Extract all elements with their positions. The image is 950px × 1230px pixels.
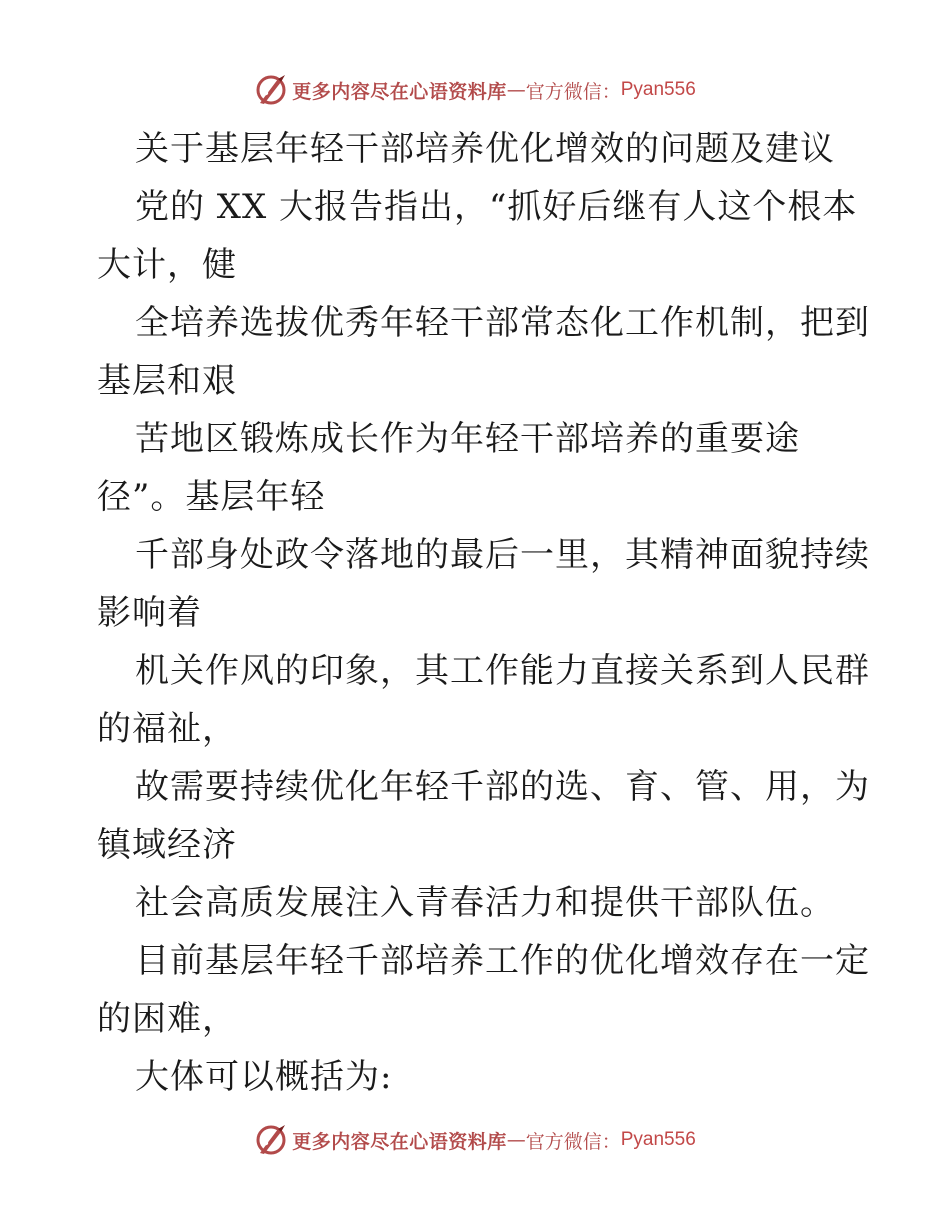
document-body <box>97 120 870 1106</box>
banner-title: 更多内容尽在心语资料库 <box>292 80 507 103</box>
quill-logo-icon <box>254 73 288 107</box>
document-title: 关于基层年轻干部培养优化增效的问题及建议 <box>135 129 835 169</box>
paragraph-line: 苦地区锻炼成长作为年轻干部培养的重要途 <box>135 419 800 459</box>
banner-wechat-label: 官方微信： <box>525 80 621 103</box>
paragraph-line: 大体可以概括为: <box>135 1057 393 1097</box>
quill-logo-icon <box>254 1123 288 1157</box>
header-banner <box>0 70 950 110</box>
paragraph-line: 机关作风的印象，其工作能力直接关系到人民群 <box>135 651 870 691</box>
paragraph-line: 千部身处政令落地的最后一里，其精神面貌持续 <box>135 535 870 575</box>
paragraph-line: 镇域经济 <box>97 825 237 865</box>
banner-wechat-id: Pyan556 <box>620 1129 696 1150</box>
paragraph-line: 影响着 <box>97 593 202 633</box>
paragraph-line: 的福祉， <box>97 709 237 749</box>
paragraph-line: 故需要持续优化年轻千部的选、育、管、用，为 <box>135 767 870 807</box>
footer-banner <box>0 1120 950 1160</box>
paragraph-line: 目前基层年轻千部培养工作的优化增效存在一定 <box>135 941 870 981</box>
paragraph-line: 党的 XX 大报告指出，“抓好后继有人这个根本 <box>135 187 858 227</box>
paragraph-line: 全培养选拔优秀年轻干部常态化工作机制，把到 <box>135 303 870 343</box>
banner-wechat-label: 官方微信： <box>525 1130 621 1153</box>
paragraph-line: 社会高质发展注入青春活力和提供干部队伍。 <box>135 883 835 923</box>
paragraph-line: 的困难， <box>97 999 237 1039</box>
banner-dash: — <box>506 79 526 101</box>
banner-title: 更多内容尽在心语资料库 <box>292 1130 507 1153</box>
paragraph-line: 大计，健 <box>97 245 237 285</box>
banner-dash: — <box>506 1129 526 1151</box>
paragraph-line: 径”。基层年轻 <box>97 477 326 517</box>
paragraph-line: 基层和艰 <box>97 361 237 401</box>
banner-wechat-id: Pyan556 <box>620 79 696 100</box>
